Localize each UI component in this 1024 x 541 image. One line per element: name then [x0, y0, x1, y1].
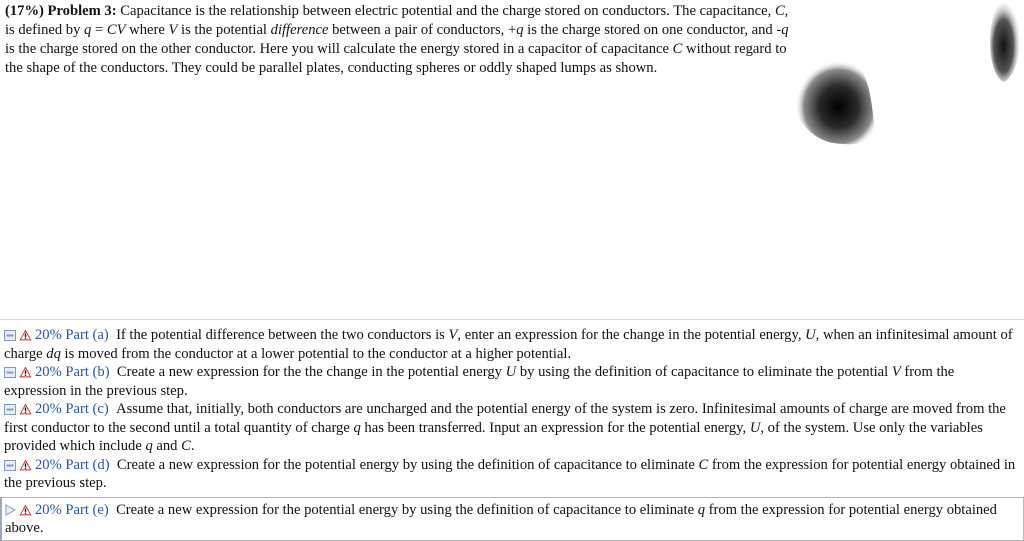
text-run: without regard to the shape of the conductors. They could be parallel plates, conducting spheres or oddly shaped lumps as shown. [5, 41, 787, 76]
part-label[interactable]: 20% Part (e) [35, 501, 109, 518]
part-text [4, 457, 1015, 492]
warning-icon [19, 459, 32, 471]
part-label[interactable]: 20% Part (a) [35, 327, 109, 343]
text-run: is the charge stored on one conductor, and - [523, 22, 782, 38]
text-run: Assume that, initially, both conductors are uncharged and the potential energy of the system is zero. Infinitesimal amounts of charge are moved from the first conductor to the second until a total quantity of charge [4, 401, 1006, 436]
conductor-lump-right [978, 0, 1024, 84]
text-run: Capacitance is the relationship between electric potential and the charge stored on conductors. The capacitance, [116, 3, 775, 19]
text-run: = [91, 22, 107, 38]
math-variable: V [168, 22, 178, 38]
text-run: has been transferred. Input an expression for the potential energy, [360, 419, 750, 436]
math-variable: q [697, 501, 706, 518]
text-run: , is defined by [5, 3, 789, 38]
math-variable: C [672, 41, 683, 57]
text-run: from the expression in the previous step. [4, 364, 955, 399]
math-variable: dq [46, 345, 61, 362]
part-text [4, 401, 1006, 454]
text-run: is moved from the conductor at a lower potential to the conductor at a higher potential. [60, 345, 572, 362]
part-text [4, 327, 1013, 362]
part-text [4, 364, 954, 399]
math-variable: q [145, 438, 153, 454]
collapse-icon[interactable] [4, 367, 16, 378]
parts-list [0, 326, 1024, 541]
problem-statement [5, 2, 795, 78]
math-variable: q [781, 22, 789, 38]
math-variable: V [448, 327, 458, 343]
math-variable: C [698, 456, 709, 473]
problem-header: (17%) Problem 3: [5, 3, 117, 19]
math-variable: q [516, 22, 524, 38]
collapse-icon[interactable] [4, 404, 16, 415]
part-label[interactable]: 20% Part (d) [35, 456, 110, 473]
part-row[interactable] [0, 363, 1024, 400]
text-run: , when an infinitesimal amount of charge [4, 327, 1013, 362]
play-icon[interactable] [5, 504, 16, 516]
text-run: . [190, 438, 195, 454]
warning-icon [19, 329, 32, 341]
warning-icon [19, 504, 32, 516]
text-run: Create a new expression for the potential energy by using the definition of capacitance to eliminate [116, 456, 699, 473]
part-label[interactable]: 20% Part (c) [35, 401, 109, 417]
math-variable: CV [106, 22, 126, 38]
math-variable: C [181, 438, 191, 454]
math-variable: V [891, 364, 901, 380]
text-run: between a pair of conductors, + [328, 22, 517, 38]
text-run: is the potential [177, 22, 271, 38]
math-variable: C [774, 3, 785, 19]
text-run: Create a new expression for the potential energy by using the definition of capacitance to eliminate [116, 501, 698, 518]
part-row[interactable] [0, 456, 1024, 493]
warning-icon [19, 366, 32, 378]
math-variable: U [749, 419, 761, 436]
section-divider [0, 319, 1024, 320]
problem-intro [5, 3, 789, 76]
text-run: from the expression for potential energy obtained in the previous step. [4, 456, 1016, 491]
text-run: by using the definition of capacitance to eliminate the potential [516, 364, 892, 380]
math-variable: q [353, 419, 361, 436]
text-run: where [125, 22, 169, 38]
collapse-icon[interactable] [4, 330, 16, 341]
text-run: and [152, 438, 182, 454]
math-variable: U [805, 327, 816, 343]
text-run: If the potential difference between the two conductors is [116, 327, 449, 343]
math-variable: U [505, 364, 517, 380]
text-run: from the expression for potential energy obtained above. [5, 501, 997, 536]
text-run: , of the system. Use only the variables provided which include [4, 419, 983, 454]
part-row[interactable] [0, 326, 1024, 363]
part-row[interactable] [0, 497, 1024, 541]
part-text [5, 502, 997, 537]
math-variable: q [84, 22, 92, 38]
warning-icon [19, 403, 32, 415]
math-variable: difference [270, 22, 329, 38]
text-run: is the charge stored on the other conductor. Here you will calculate the energy stored in a capacitor of capacitance [5, 41, 673, 57]
collapse-icon[interactable] [4, 460, 16, 471]
conductor-lump-left [786, 54, 878, 150]
part-label[interactable]: 20% Part (b) [35, 364, 110, 380]
text-run: , enter an expression for the change in the potential energy, [457, 327, 806, 343]
part-row[interactable] [0, 400, 1024, 456]
text-run: Create a new expression for the the change in the potential energy [116, 364, 506, 380]
